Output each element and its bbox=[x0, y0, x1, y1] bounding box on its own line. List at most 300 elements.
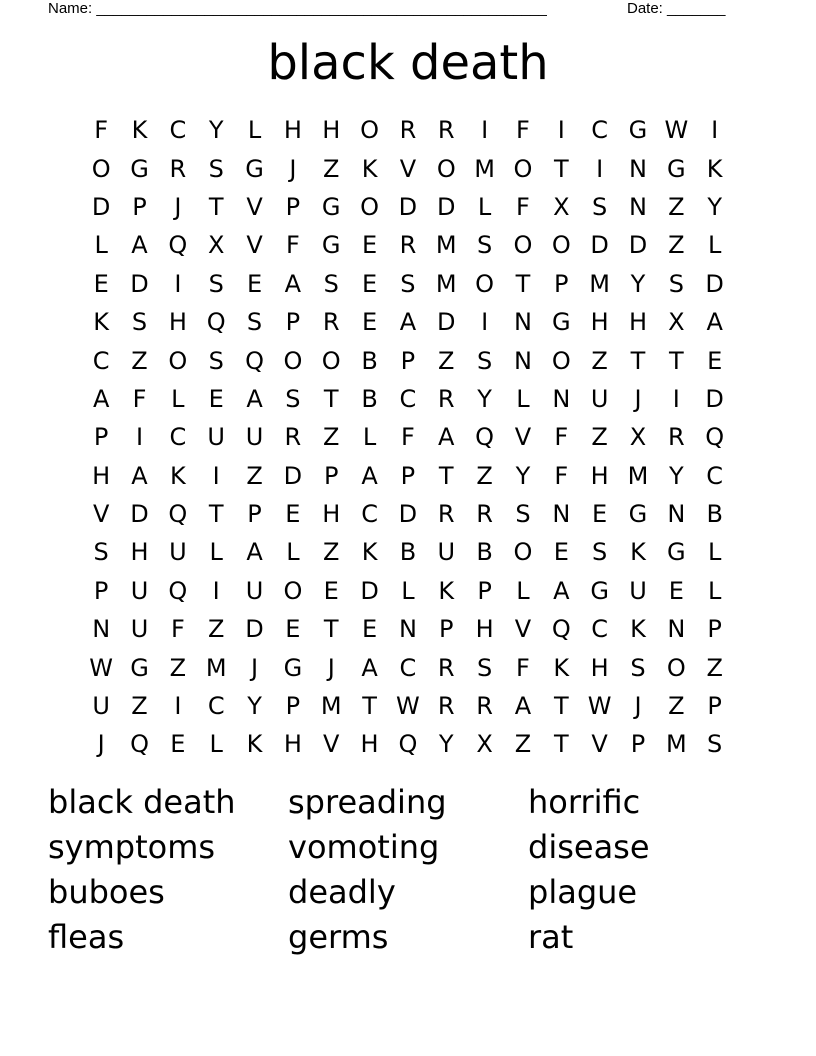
grid-cell: K bbox=[361, 538, 378, 567]
grid-cell: H bbox=[628, 308, 647, 337]
grid-row bbox=[82, 687, 734, 725]
grid-cell: Q bbox=[475, 423, 495, 452]
grid-cell: G bbox=[590, 576, 609, 605]
grid-cell: M bbox=[320, 692, 342, 721]
grid-cell: R bbox=[667, 423, 685, 452]
grid-cell: M bbox=[474, 154, 495, 183]
grid-cell: O bbox=[283, 346, 303, 375]
grid-cell: T bbox=[323, 384, 339, 413]
grid-cell: D bbox=[398, 192, 418, 221]
grid-cell: L bbox=[707, 576, 722, 605]
grid-row bbox=[82, 533, 734, 571]
grid-cell: P bbox=[439, 615, 454, 644]
grid-cell: D bbox=[437, 192, 456, 221]
grid-cell: F bbox=[132, 384, 147, 413]
grid-cell: L bbox=[516, 576, 530, 605]
grid-cell: Z bbox=[668, 692, 685, 721]
grid-cell: B bbox=[361, 384, 378, 413]
grid-cell: I bbox=[481, 116, 489, 145]
grid-cell: K bbox=[93, 308, 110, 337]
grid-cell: Q bbox=[245, 346, 264, 375]
grid-cell: I bbox=[212, 461, 220, 490]
grid-cell: W bbox=[396, 692, 420, 721]
grid-cell: M bbox=[435, 231, 457, 260]
grid-cell: A bbox=[131, 461, 148, 490]
word-list-item: horrific bbox=[528, 783, 641, 821]
grid-cell: I bbox=[596, 154, 604, 183]
grid-cell: H bbox=[590, 308, 609, 337]
date-field: Date: _______ bbox=[627, 0, 726, 17]
grid-cell: K bbox=[131, 116, 148, 145]
grid-cell: T bbox=[323, 615, 339, 644]
grid-cell: R bbox=[437, 653, 455, 682]
grid-cell: T bbox=[668, 346, 684, 375]
grid-cell: S bbox=[592, 538, 608, 567]
grid-cell: N bbox=[667, 500, 686, 529]
grid-cell: A bbox=[438, 423, 455, 452]
grid-cell: R bbox=[437, 116, 455, 145]
grid-cell: D bbox=[590, 231, 609, 260]
grid-cell: A bbox=[131, 231, 148, 260]
grid-cell: V bbox=[323, 730, 340, 759]
grid-cell: E bbox=[592, 500, 608, 529]
grid-cell: A bbox=[246, 384, 263, 413]
grid-cell: R bbox=[476, 500, 493, 529]
page-title: black death bbox=[267, 35, 549, 91]
grid-cell: Z bbox=[668, 192, 685, 221]
grid-cell: H bbox=[360, 730, 379, 759]
grid-cell: E bbox=[361, 615, 378, 644]
grid-cell: T bbox=[553, 154, 569, 183]
grid-cell: S bbox=[131, 308, 148, 337]
grid-row bbox=[82, 380, 734, 418]
grid-cell: Z bbox=[323, 538, 340, 567]
grid-cell: E bbox=[361, 269, 378, 298]
grid-cell: S bbox=[630, 653, 646, 682]
grid-cell: E bbox=[246, 269, 263, 298]
grid-cell: Z bbox=[591, 346, 608, 375]
grid-cell: O bbox=[91, 154, 111, 183]
grid-cell: V bbox=[591, 730, 608, 759]
grid-cell: O bbox=[360, 116, 380, 145]
grid-cell: R bbox=[169, 154, 187, 183]
grid-cell: M bbox=[665, 730, 687, 759]
grid-cell: U bbox=[169, 538, 187, 567]
grid-cell: K bbox=[553, 653, 570, 682]
grid-cell: G bbox=[667, 538, 686, 567]
grid-cell: A bbox=[361, 461, 378, 490]
word-list-item: symptoms bbox=[48, 828, 216, 866]
grid-cell: B bbox=[361, 346, 378, 375]
grid-cell: P bbox=[554, 269, 569, 298]
grid-cell: K bbox=[706, 154, 723, 183]
grid-cell: T bbox=[553, 692, 569, 721]
grid-cell: Y bbox=[247, 692, 262, 721]
grid-cell: D bbox=[705, 384, 724, 413]
grid-cell: Z bbox=[591, 423, 608, 452]
grid-cell: I bbox=[557, 116, 565, 145]
grid-cell: T bbox=[438, 461, 454, 490]
grid-cell: S bbox=[592, 192, 608, 221]
grid-cell: E bbox=[361, 231, 378, 260]
grid-cell: J bbox=[289, 154, 297, 183]
grid-cell: N bbox=[629, 154, 647, 183]
grid-cell: D bbox=[360, 576, 379, 605]
grid-cell: S bbox=[323, 269, 339, 298]
grid-cell: S bbox=[476, 653, 493, 682]
grid-row bbox=[82, 111, 734, 149]
grid-cell: D bbox=[130, 500, 149, 529]
grid-cell: P bbox=[285, 192, 301, 221]
grid-cell: F bbox=[554, 423, 569, 452]
grid-cell: H bbox=[322, 116, 341, 145]
grid-cell: G bbox=[628, 116, 648, 145]
grid-cell: Y bbox=[668, 461, 684, 490]
name-field: Name: ______________________________________________________ bbox=[48, 0, 547, 17]
word-list-item: deadly bbox=[288, 873, 396, 911]
grid-cell: C bbox=[169, 116, 187, 145]
grid-cell: Z bbox=[476, 461, 493, 490]
grid-cell: V bbox=[399, 154, 417, 183]
grid-cell: P bbox=[630, 730, 646, 759]
grid-cell: Y bbox=[208, 116, 224, 145]
grid-cell: U bbox=[207, 423, 225, 452]
grid-cell: P bbox=[323, 461, 339, 490]
grid-cell: D bbox=[245, 615, 264, 644]
grid-cell: Y bbox=[707, 192, 722, 221]
word-list-item: vomoting bbox=[288, 828, 440, 866]
grid-cell: P bbox=[285, 308, 301, 337]
grid-cell: G bbox=[321, 231, 341, 260]
grid-cell: V bbox=[246, 192, 263, 221]
grid-row bbox=[82, 572, 734, 610]
grid-cell: C bbox=[706, 461, 724, 490]
grid-cell: N bbox=[398, 615, 417, 644]
grid-cell: U bbox=[92, 692, 110, 721]
grid-cell: C bbox=[591, 615, 609, 644]
grid-cell: Q bbox=[705, 423, 725, 452]
grid-cell: J bbox=[97, 730, 105, 759]
grid-cell: E bbox=[668, 576, 684, 605]
grid-cell: I bbox=[174, 692, 182, 721]
grid-cell: P bbox=[285, 692, 301, 721]
grid-cell: I bbox=[135, 423, 144, 452]
word-list-item: rat bbox=[528, 918, 574, 956]
grid-cell: C bbox=[361, 500, 378, 529]
grid-cell: O bbox=[513, 154, 533, 183]
letter-grid bbox=[82, 111, 734, 764]
grid-cell: E bbox=[323, 576, 339, 605]
grid-cell: L bbox=[209, 730, 223, 759]
grid-cell: U bbox=[130, 615, 149, 644]
grid-cell: H bbox=[590, 653, 609, 682]
grid-cell: T bbox=[208, 500, 224, 529]
grid-cell: M bbox=[589, 269, 610, 298]
grid-cell: P bbox=[93, 576, 109, 605]
grid-cell: B bbox=[706, 500, 723, 529]
grid-cell: P bbox=[477, 576, 492, 605]
grid-cell: Z bbox=[131, 346, 148, 375]
grid-cell: G bbox=[283, 653, 303, 682]
grid-cell: S bbox=[476, 231, 493, 260]
grid-cell: U bbox=[629, 576, 647, 605]
grid-cell: S bbox=[208, 154, 224, 183]
grid-row bbox=[82, 457, 734, 495]
grid-cell: P bbox=[707, 692, 722, 721]
grid-cell: O bbox=[513, 538, 533, 567]
grid-row bbox=[82, 418, 734, 456]
grid-cell: Y bbox=[477, 384, 492, 413]
grid-cell: A bbox=[514, 692, 532, 721]
grid-cell: P bbox=[400, 346, 416, 375]
grid-cell: N bbox=[92, 615, 111, 644]
grid-cell: W bbox=[664, 116, 689, 145]
grid-cell: D bbox=[283, 461, 303, 490]
grid-row bbox=[82, 188, 734, 226]
grid-cell: L bbox=[362, 423, 377, 452]
grid-row bbox=[82, 610, 734, 648]
grid-cell: G bbox=[628, 500, 648, 529]
grid-cell: N bbox=[552, 500, 571, 529]
grid-cell: F bbox=[554, 461, 569, 490]
grid-cell: M bbox=[627, 461, 649, 490]
grid-cell: E bbox=[285, 500, 301, 529]
grid-cell: G bbox=[130, 154, 149, 183]
grid-cell: C bbox=[169, 423, 187, 452]
grid-cell: T bbox=[362, 692, 377, 721]
grid-cell: J bbox=[634, 384, 642, 413]
grid-cell: H bbox=[283, 730, 302, 759]
grid-cell: R bbox=[399, 231, 417, 260]
grid-cell: S bbox=[246, 308, 263, 337]
grid-cell: R bbox=[284, 423, 302, 452]
grid-cell: Q bbox=[206, 308, 226, 337]
grid-cell: Z bbox=[323, 154, 340, 183]
grid-cell: N bbox=[513, 308, 532, 337]
grid-cell: Q bbox=[168, 500, 188, 529]
grid-row bbox=[82, 725, 734, 763]
grid-cell: F bbox=[170, 615, 185, 644]
grid-cell: S bbox=[208, 269, 224, 298]
grid-cell: J bbox=[634, 692, 642, 721]
grid-cell: K bbox=[630, 615, 646, 644]
grid-row bbox=[82, 226, 734, 264]
grid-cell: S bbox=[208, 346, 224, 375]
grid-cell: N bbox=[552, 384, 571, 413]
grid-cell: R bbox=[399, 116, 417, 145]
grid-cell: O bbox=[283, 576, 303, 605]
grid-cell: X bbox=[207, 231, 225, 260]
grid-cell: X bbox=[629, 423, 647, 452]
grid-cell: C bbox=[591, 116, 609, 145]
grid-cell: C bbox=[207, 692, 225, 721]
grid-cell: X bbox=[668, 308, 685, 337]
grid-cell: D bbox=[130, 269, 149, 298]
grid-cell: B bbox=[476, 538, 493, 567]
grid-cell: Z bbox=[706, 653, 723, 682]
grid-row bbox=[82, 648, 734, 686]
word-list-item: spreading bbox=[288, 783, 447, 821]
grid-cell: O bbox=[168, 346, 188, 375]
grid-row bbox=[82, 265, 734, 303]
grid-cell: L bbox=[401, 576, 415, 605]
grid-cell: E bbox=[93, 269, 109, 298]
grid-cell: F bbox=[516, 192, 530, 221]
grid-cell: C bbox=[399, 653, 417, 682]
grid-cell: U bbox=[590, 384, 609, 413]
grid-cell: Z bbox=[438, 346, 455, 375]
grid-cell: I bbox=[672, 384, 680, 413]
grid-cell: E bbox=[208, 384, 224, 413]
grid-cell: H bbox=[322, 500, 341, 529]
grid-cell: U bbox=[437, 538, 456, 567]
grid-cell: E bbox=[361, 308, 378, 337]
word-list-item: buboes bbox=[48, 873, 165, 911]
grid-cell: L bbox=[477, 192, 492, 221]
grid-cell: Z bbox=[668, 231, 685, 260]
grid-cell: V bbox=[514, 423, 532, 452]
grid-cell: G bbox=[130, 653, 149, 682]
grid-cell: T bbox=[515, 269, 531, 298]
word-list-item: fleas bbox=[48, 918, 125, 956]
grid-cell: K bbox=[361, 154, 378, 183]
grid-cell: D bbox=[437, 308, 456, 337]
grid-cell: Z bbox=[207, 615, 225, 644]
grid-cell: A bbox=[361, 653, 378, 682]
grid-cell: V bbox=[92, 500, 110, 529]
grid-cell: I bbox=[212, 576, 220, 605]
grid-cell: Y bbox=[630, 269, 646, 298]
grid-cell: V bbox=[246, 231, 263, 260]
grid-cell: Z bbox=[514, 730, 532, 759]
grid-cell: S bbox=[285, 384, 301, 413]
header bbox=[0, 0, 816, 20]
grid-cell: Z bbox=[131, 692, 148, 721]
grid-cell: S bbox=[93, 538, 109, 567]
grid-cell: G bbox=[551, 308, 571, 337]
grid-cell: G bbox=[667, 154, 686, 183]
grid-cell: P bbox=[400, 461, 416, 490]
grid-cell: T bbox=[553, 730, 569, 759]
grid-cell: A bbox=[92, 384, 110, 413]
grid-cell: I bbox=[711, 116, 719, 145]
grid-cell: Q bbox=[168, 231, 188, 260]
grid-cell: Q bbox=[551, 615, 571, 644]
grid-cell: M bbox=[205, 653, 227, 682]
grid-cell: O bbox=[360, 192, 380, 221]
grid-cell: F bbox=[516, 116, 530, 145]
grid-cell: E bbox=[170, 730, 186, 759]
grid-cell: K bbox=[169, 461, 186, 490]
grid-cell: N bbox=[513, 346, 532, 375]
grid-cell: N bbox=[667, 615, 686, 644]
grid-cell: R bbox=[476, 692, 493, 721]
grid-cell: A bbox=[706, 308, 723, 337]
grid-row bbox=[82, 149, 734, 187]
grid-cell: O bbox=[321, 346, 341, 375]
grid-cell: F bbox=[94, 116, 109, 145]
grid-cell: O bbox=[666, 653, 686, 682]
grid-cell: U bbox=[130, 576, 149, 605]
grid-cell: J bbox=[327, 653, 335, 682]
grid-cell: K bbox=[438, 576, 455, 605]
grid-cell: S bbox=[707, 730, 723, 759]
grid-cell: O bbox=[475, 269, 495, 298]
grid-cell: L bbox=[209, 538, 223, 567]
word-list-item: germs bbox=[288, 918, 389, 956]
grid-cell: P bbox=[132, 192, 147, 221]
grid-cell: H bbox=[283, 116, 302, 145]
grid-cell: B bbox=[399, 538, 417, 567]
grid-cell: Y bbox=[515, 461, 531, 490]
grid-cell: P bbox=[707, 615, 722, 644]
grid-cell: A bbox=[246, 538, 263, 567]
grid-cell: R bbox=[437, 500, 455, 529]
grid-cell: S bbox=[400, 269, 416, 298]
word-list-item: disease bbox=[528, 828, 650, 866]
grid-cell: F bbox=[401, 423, 415, 452]
grid-cell: A bbox=[399, 308, 417, 337]
grid-cell: L bbox=[286, 538, 300, 567]
grid-row bbox=[82, 303, 734, 341]
grid-cell: T bbox=[630, 346, 646, 375]
grid-cell: D bbox=[628, 231, 648, 260]
grid-cell: L bbox=[171, 384, 185, 413]
grid-cell: J bbox=[174, 192, 182, 221]
grid-cell: Z bbox=[323, 423, 340, 452]
word-list-item: black death bbox=[48, 783, 236, 821]
grid-cell: W bbox=[89, 653, 114, 682]
grid-cell: L bbox=[516, 384, 530, 413]
grid-cell: E bbox=[553, 538, 569, 567]
grid-cell: Q bbox=[398, 730, 418, 759]
grid-cell: Q bbox=[130, 730, 149, 759]
grid-cell: G bbox=[245, 154, 264, 183]
grid-cell: Y bbox=[438, 730, 454, 759]
grid-cell: L bbox=[247, 116, 262, 145]
grid-cell: K bbox=[246, 730, 263, 759]
grid-cell: T bbox=[208, 192, 224, 221]
grid-cell: U bbox=[245, 576, 264, 605]
grid-cell: O bbox=[551, 346, 571, 375]
grid-cell: O bbox=[513, 231, 533, 260]
grid-cell: J bbox=[251, 653, 259, 682]
grid-cell: E bbox=[285, 615, 301, 644]
grid-cell: G bbox=[321, 192, 341, 221]
grid-row bbox=[82, 495, 734, 533]
grid-cell: R bbox=[437, 692, 455, 721]
grid-cell: R bbox=[322, 308, 340, 337]
grid-cell: H bbox=[130, 538, 149, 567]
grid-cell: L bbox=[707, 231, 722, 260]
grid-cell: N bbox=[629, 192, 647, 221]
grid-cell: I bbox=[481, 308, 489, 337]
grid-cell: Z bbox=[246, 461, 263, 490]
grid-cell: D bbox=[705, 269, 724, 298]
grid-cell: X bbox=[553, 192, 570, 221]
grid-cell: L bbox=[707, 538, 722, 567]
grid-cell: H bbox=[168, 308, 187, 337]
grid-cell: V bbox=[514, 615, 532, 644]
word-list-item: plague bbox=[528, 873, 638, 911]
grid-cell: X bbox=[476, 730, 493, 759]
grid-cell: U bbox=[245, 423, 264, 452]
grid-cell: L bbox=[94, 231, 108, 260]
grid-cell: I bbox=[174, 269, 182, 298]
grid-cell: F bbox=[516, 653, 530, 682]
grid-cell: K bbox=[630, 538, 646, 567]
grid-cell: P bbox=[93, 423, 109, 452]
